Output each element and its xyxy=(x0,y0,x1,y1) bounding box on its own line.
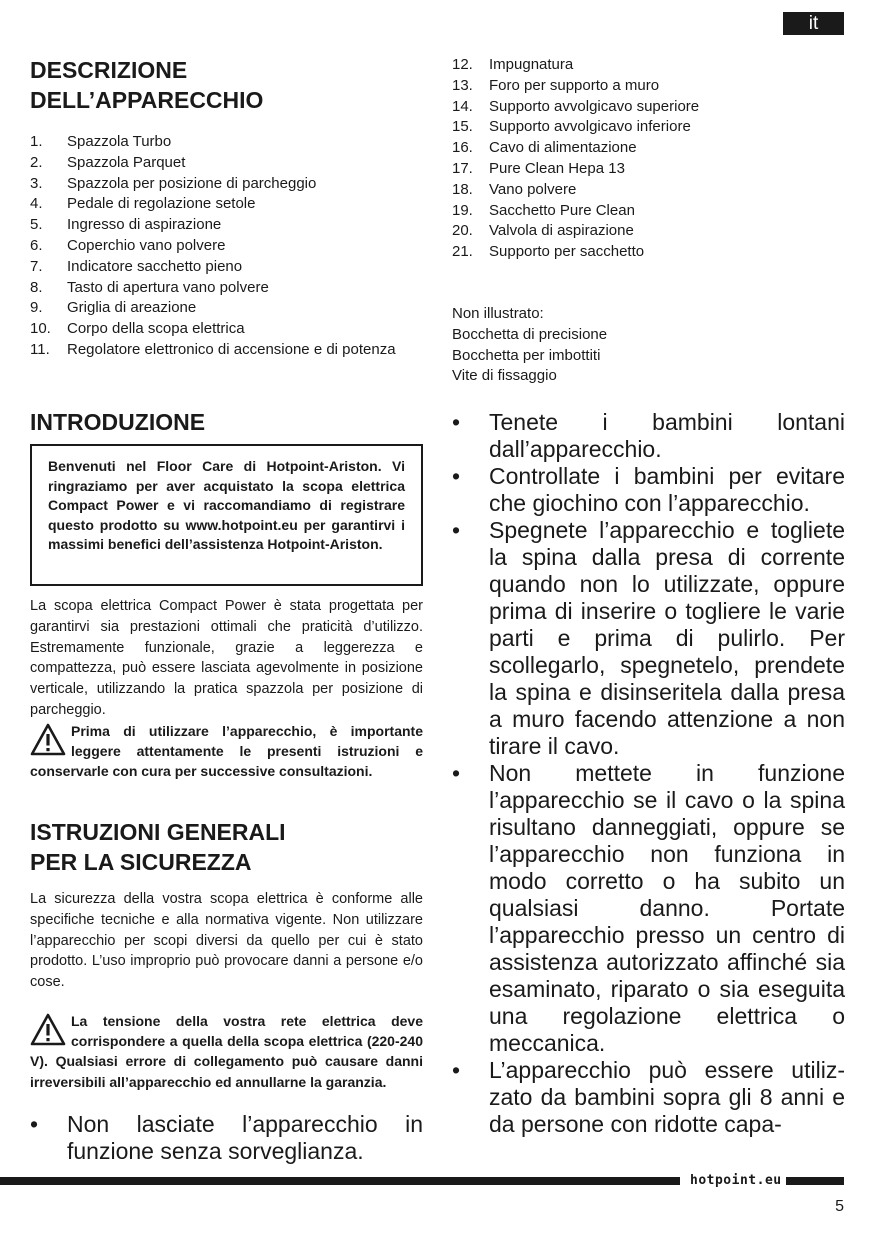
part-label: Spazzola Turbo xyxy=(67,133,172,150)
warning-icon xyxy=(30,723,66,757)
safety-bullet xyxy=(452,1057,845,1138)
part-item xyxy=(452,221,845,242)
part-number: 9. xyxy=(30,299,43,317)
safety-bullet xyxy=(452,463,845,517)
bullet-mark: • xyxy=(30,1111,39,1137)
part-number: 11. xyxy=(30,340,50,358)
introduction-heading: INTRODUZIONE xyxy=(30,409,206,435)
part-item xyxy=(30,319,423,340)
part-item xyxy=(452,76,845,97)
safety-bullet xyxy=(452,409,845,463)
safety-bullet xyxy=(452,760,845,1057)
part-item xyxy=(30,174,423,195)
part-label: Coperchio vano polvere xyxy=(67,236,226,254)
part-label: Indicatore sacchetto pieno xyxy=(67,257,243,275)
bullet-mark: • xyxy=(452,1057,461,1083)
part-label: Griglia di areazione xyxy=(67,299,197,317)
introduction-warning: Prima di utilizzare l’apparecchio, è importante leggere attentamente le presenti istruzioni e conservarle con cura per successive consultazioni. xyxy=(30,723,423,780)
part-number: 4. xyxy=(30,195,43,213)
part-label: Pedale di regolazione setole xyxy=(67,195,256,213)
bullet-text: Spegnete l’apparecchio e togliete la spina dalla presa di corrente quando non lo utilizzate, oppure prima di inserire o togliere le varie parti e prima di pulirlo. Per scollegarlo, spegnetelo, prendete la spina e disinseritela dalla presa a muro facendo attenzione a non tirare il cavo. xyxy=(489,517,845,759)
part-item xyxy=(452,180,845,201)
safety-text: La sicurezza della vostra scopa elettrica è conforme alle specifiche tecniche e alla normativa vigente. Non utilizzare l’apparecchio per scopi diversi da quello per cui è stato prodotto. L’uso improprio può provocare danni a persone e/o cose. xyxy=(30,891,423,991)
part-item xyxy=(452,117,845,138)
part-label: Spazzola per posizione di parcheggio xyxy=(67,174,317,192)
parts-list-right xyxy=(452,55,845,263)
part-number: 15. xyxy=(452,118,473,136)
part-label: Sacchetto Pure Clean xyxy=(489,201,635,219)
safety-bullets-right xyxy=(452,409,845,1138)
safety-bullet xyxy=(30,1111,423,1165)
bullet-mark: • xyxy=(452,409,461,435)
part-item xyxy=(452,55,845,76)
part-item xyxy=(30,257,423,278)
part-label: Impugnatura xyxy=(489,56,574,73)
part-number: 3. xyxy=(30,174,43,192)
part-number: 12. xyxy=(452,56,473,73)
welcome-box: Benvenuti nel Floor Care di Hotpoint-Ariston. Vi ringraziamo per aver acquistato la scopa elettrica Compact Power e vi raccomandiamo di registrare questo prodotto su www.hotpoint.eu per garantirvi i massimi benefici dell’assistenza Hotpoint-Ariston. xyxy=(30,444,423,586)
part-label: Valvola di aspirazione xyxy=(489,222,634,240)
bullet-text: Non lasciate l’apparecchio in funzione senza sorveglianza. xyxy=(67,1111,423,1164)
part-label: Spazzola Parquet xyxy=(67,153,186,171)
part-number: 1. xyxy=(30,133,43,150)
introduction-text: La scopa elettrica Compact Power è stata progettata per garantirvi sia prestazioni ottimali che praticità d’utilizzo. Estremamente funzionale, grazie a leggerezza e compattezza, può essere lasciata agevolmente in posizione verticale, utilizzando la pratica spazzola per posizione di parcheggio. xyxy=(30,598,423,718)
part-label: Supporto avvolgicavo inferiore xyxy=(489,118,691,136)
part-number: 7. xyxy=(30,257,43,275)
bullet-mark: • xyxy=(452,517,461,543)
language-tab: it xyxy=(783,12,844,35)
voltage-warning: La tensione della vostra rete elettrica deve corrispondere a quella della scopa elettrica (220-240 V). Qualsiasi errore di collegamento può causare danni irreversibili all’apparecchio ed annullarne la garanzia. xyxy=(30,1013,423,1090)
not-shown-item: Bocchetta per imbottiti xyxy=(452,346,601,364)
part-item xyxy=(30,215,423,236)
parts-list-left xyxy=(30,132,423,361)
safety-heading: ISTRUZIONI GENERALI PER LA SICUREZZA xyxy=(30,819,286,875)
part-item xyxy=(452,138,845,159)
part-item xyxy=(452,242,845,263)
part-label: Tasto di apertura vano polvere xyxy=(67,278,269,296)
part-label: Vano polvere xyxy=(489,180,577,198)
part-label: Regolatore elettronico di accensione e di potenza xyxy=(67,340,396,358)
safety-bullet xyxy=(452,517,845,760)
bullet-mark: • xyxy=(452,463,461,489)
bullet-text: Tenete i bambini lontani dall’apparecchio. xyxy=(489,409,845,462)
part-item xyxy=(452,97,845,118)
part-item xyxy=(30,236,423,257)
part-item xyxy=(30,153,423,174)
footer-brand: hotpoint.eu xyxy=(690,1173,782,1188)
part-label: Ingresso di aspirazione xyxy=(67,216,222,234)
not-shown-list xyxy=(452,304,607,387)
page-number: 5 xyxy=(835,1198,844,1215)
not-shown-item: Vite di fissaggio xyxy=(452,367,557,385)
part-number: 8. xyxy=(30,278,43,296)
part-label: Foro per supporto a muro xyxy=(489,76,660,94)
part-item xyxy=(30,194,423,215)
bullet-text: Controllate i bambini per evitare che giochino con l’apparecchio. xyxy=(489,463,845,516)
warning-icon xyxy=(30,1013,66,1047)
description-heading: DESCRIZIONE DELL’APPARECCHIO xyxy=(30,57,264,113)
footer-rule-right xyxy=(786,1177,844,1185)
part-item xyxy=(30,278,423,299)
part-number: 20. xyxy=(452,222,473,240)
part-number: 18. xyxy=(452,180,473,198)
part-label: Supporto avvolgicavo superiore xyxy=(489,97,700,115)
part-number: 16. xyxy=(452,139,473,157)
not-shown-title: Non illustrato: xyxy=(452,305,544,322)
part-number: 5. xyxy=(30,216,43,234)
part-number: 10. xyxy=(30,320,51,338)
bullet-mark: • xyxy=(452,760,461,786)
part-number: 2. xyxy=(30,153,43,171)
part-number: 17. xyxy=(452,159,473,177)
part-item xyxy=(452,201,845,222)
part-number: 19. xyxy=(452,201,473,219)
part-number: 6. xyxy=(30,236,43,254)
part-label: Supporto per sacchetto xyxy=(489,243,645,261)
safety-bullets-left xyxy=(30,1111,423,1165)
bullet-text: Non mettete in funzione l’apparecchio se il cavo o la spina risultano danneggiati, oppure se l’apparecchio non funziona in modo corretto o ha subito un qualsiasi danno. Portate l’apparecchio presso un centro di assistenza autorizzato affinché sia esaminato, riparato o sia eseguita una regolazione elettrica o meccanica. xyxy=(489,760,845,1056)
not-shown-item: Bocchetta di precisione xyxy=(452,325,608,343)
bullet-text: L’apparecchio può essere utilizzato da bambini sopra gli 8 anni e da persone con ridotte capa- xyxy=(489,1057,845,1137)
part-number: 14. xyxy=(452,97,473,115)
part-label: Cavo di alimentazione xyxy=(489,139,637,157)
part-item xyxy=(452,159,845,180)
part-number: 21. xyxy=(452,243,473,261)
part-number: 13. xyxy=(452,76,473,94)
footer-rule-left xyxy=(0,1177,680,1185)
part-item xyxy=(30,298,423,319)
part-item xyxy=(30,132,423,153)
part-label: Pure Clean Hepa 13 xyxy=(489,159,625,177)
part-label: Corpo della scopa elettrica xyxy=(67,320,245,338)
part-item xyxy=(30,340,423,361)
